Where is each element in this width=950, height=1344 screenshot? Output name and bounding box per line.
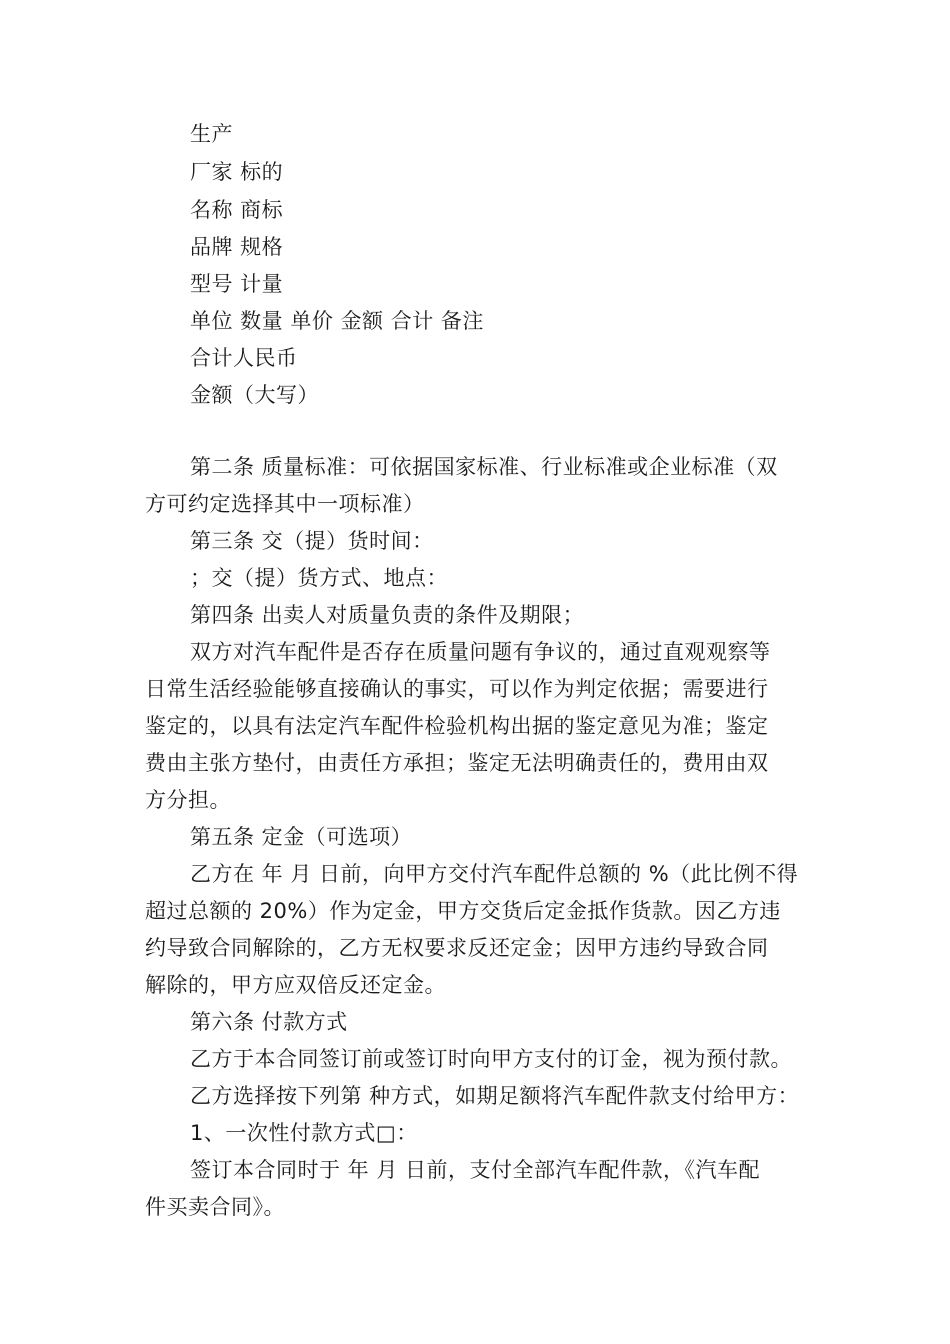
table-header-line: 型号 计量	[190, 272, 284, 296]
clause-3-heading: 第三条 交（提）货时间：	[190, 529, 434, 553]
paragraph-line: 费由主张方垫付，由责任方承担；鉴定无法明确责任的，费用由双	[145, 751, 769, 775]
clause-2-text: 方可约定选择其中一项标准）	[145, 492, 425, 516]
paragraph-line: 解除的，甲方应双倍反还定金。	[145, 973, 446, 997]
table-header-line: 厂家 标的	[190, 160, 284, 184]
paragraph-line: 乙方选择按下列第 种方式，如期足额将汽车配件款支付给甲方：	[190, 1084, 800, 1108]
table-header-line: 金额（大写）	[190, 383, 319, 407]
paragraph-line: 乙方于本合同签订前或签订时向甲方支付的订金，视为预付款。	[190, 1047, 792, 1071]
paragraph-line: 日常生活经验能够直接确认的事实，可以作为判定依据；需要进行	[145, 677, 769, 701]
table-header-line: 合计人民币	[190, 346, 298, 370]
clause-5-heading: 第五条 定金（可选项）	[190, 825, 413, 849]
table-header-line: 生产	[190, 122, 233, 146]
paragraph-line: 方分担。	[145, 788, 231, 812]
paragraph-line: 鉴定的，以具有法定汽车配件检验机构出据的鉴定意见为准；鉴定	[145, 714, 769, 738]
paragraph-line: 约导致合同解除的，乙方无权要求反还定金；因甲方违约导致合同	[145, 936, 769, 960]
table-header-line: 名称 商标	[190, 198, 284, 222]
clause-4-heading: 第四条 出卖人对质量负责的条件及期限；	[190, 603, 585, 627]
clause-6-heading: 第六条 付款方式	[190, 1010, 348, 1034]
clause-2-heading: 第二条 质量标准：可依据国家标准、行业标准或企业标准（双	[190, 455, 778, 479]
payment-option-1: 1、一次性付款方式□：	[190, 1121, 418, 1145]
clause-3-text: ；交（提）货方式、地点：	[190, 566, 448, 590]
paragraph-line: 签订本合同时于 年 月 日前，支付全部汽车配件款，《汽车配	[190, 1158, 761, 1182]
paragraph-line: 超过总额的 20%）作为定金，甲方交货后定金抵作货款。因乙方违	[145, 899, 781, 923]
table-header-line: 单位 数量 单价 金额 合计 备注	[190, 309, 484, 333]
table-header-line: 品牌 规格	[190, 235, 284, 259]
paragraph-line: 双方对汽车配件是否存在质量问题有争议的，通过直观观察等	[190, 640, 771, 664]
paragraph-line: 件买卖合同》。	[145, 1195, 285, 1219]
paragraph-line: 乙方在 年 月 日前，向甲方交付汽车配件总额的 %（此比例不得	[190, 862, 799, 886]
